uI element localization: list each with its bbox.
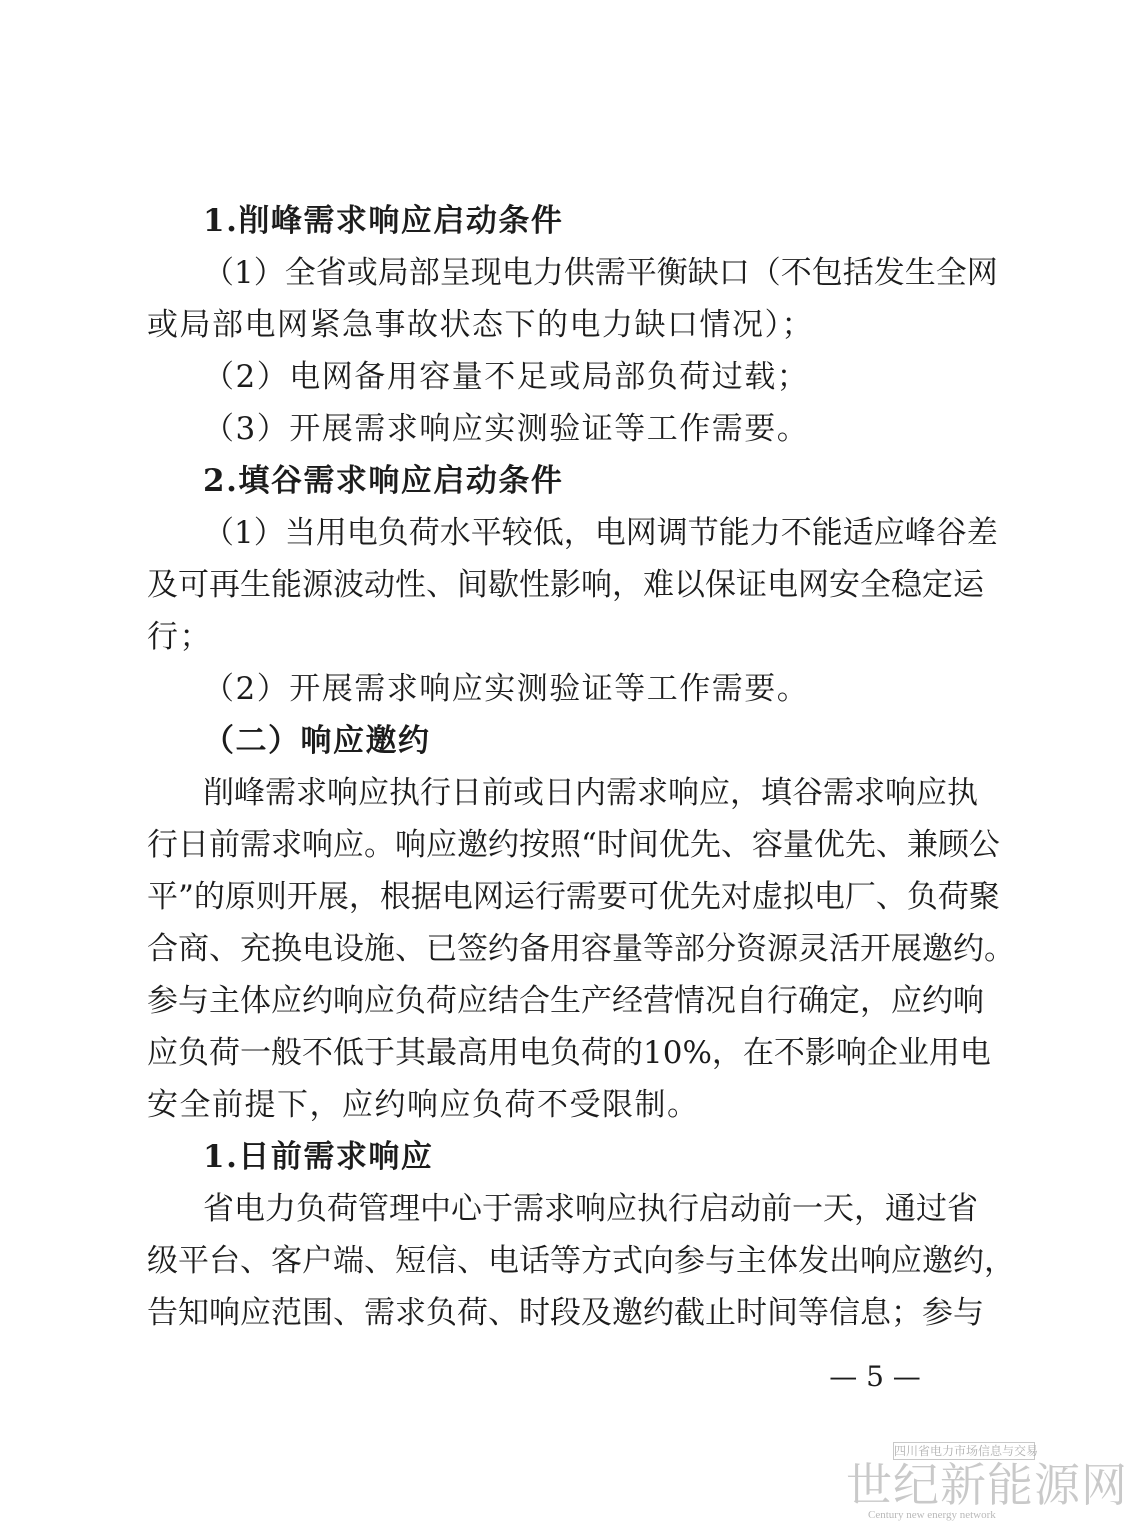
- page-number: — 5 —: [829, 1360, 921, 1393]
- paragraph-line: 及可再生能源波动性、间歇性影响，难以保证电网安全稳定运: [147, 567, 984, 603]
- paragraph-line: 参与主体应约响应负荷应结合生产经营情况自行确定，应约响: [147, 983, 984, 1019]
- paragraph-line: 安全前提下，应约响应负荷不受限制。: [147, 1087, 700, 1123]
- watermark-site-name: 世纪新能源网: [846, 1458, 1128, 1512]
- paragraph-line: 应负荷一般不低于其最高用电负荷的10%，在不影响企业用电: [147, 1035, 991, 1071]
- watermark-site-name-en: Century new energy network: [868, 1509, 996, 1521]
- paragraph-line: 级平台、客户端、短信、电话等方式向参与主体发出响应邀约，: [147, 1243, 1015, 1279]
- paragraph-line: （3）开展需求响应实测验证等工作需要。: [203, 411, 810, 447]
- paragraph-line: （1）当用电负荷水平较低，电网调节能力不能适应峰谷差: [203, 515, 998, 551]
- section-heading-response-invitation: （二）响应邀约: [203, 723, 431, 759]
- paragraph-line: （2）开展需求响应实测验证等工作需要。: [203, 671, 810, 707]
- paragraph-line: 合商、充换电设施、已签约备用容量等部分资源灵活开展邀约。: [147, 931, 1015, 967]
- paragraph-line: （2）电网备用容量不足或局部负荷过载；: [203, 359, 810, 395]
- paragraph-line: （1）全省或局部呈现电力供需平衡缺口（不包括发生全网: [203, 255, 998, 291]
- paragraph-line: 省电力负荷管理中心于需求响应执行启动前一天，通过省: [203, 1191, 978, 1227]
- paragraph-line: 行日前需求响应。响应邀约按照“时间优先、容量优先、兼顾公: [147, 827, 1000, 863]
- paragraph-line: 或局部电网紧急事故状态下的电力缺口情况）；: [147, 307, 814, 343]
- paragraph-line: 告知响应范围、需求负荷、时段及邀约截止时间等信息；参与: [147, 1295, 984, 1331]
- paragraph-line: 平”的原则开展，根据电网运行需要可优先对虚拟电厂、负荷聚: [147, 879, 1000, 915]
- heading-day-ahead-response: 1.日前需求响应: [203, 1139, 434, 1175]
- paragraph-line: 削峰需求响应执行日前或日内需求响应，填谷需求响应执: [203, 775, 978, 811]
- paragraph-line: 行；: [147, 619, 212, 655]
- heading-valley-filling-conditions: 2.填谷需求响应启动条件: [203, 463, 564, 499]
- watermark-box: 四川省电力市场信息与交易: [894, 1444, 1039, 1458]
- heading-peak-shaving-conditions: 1.削峰需求响应启动条件: [203, 203, 564, 239]
